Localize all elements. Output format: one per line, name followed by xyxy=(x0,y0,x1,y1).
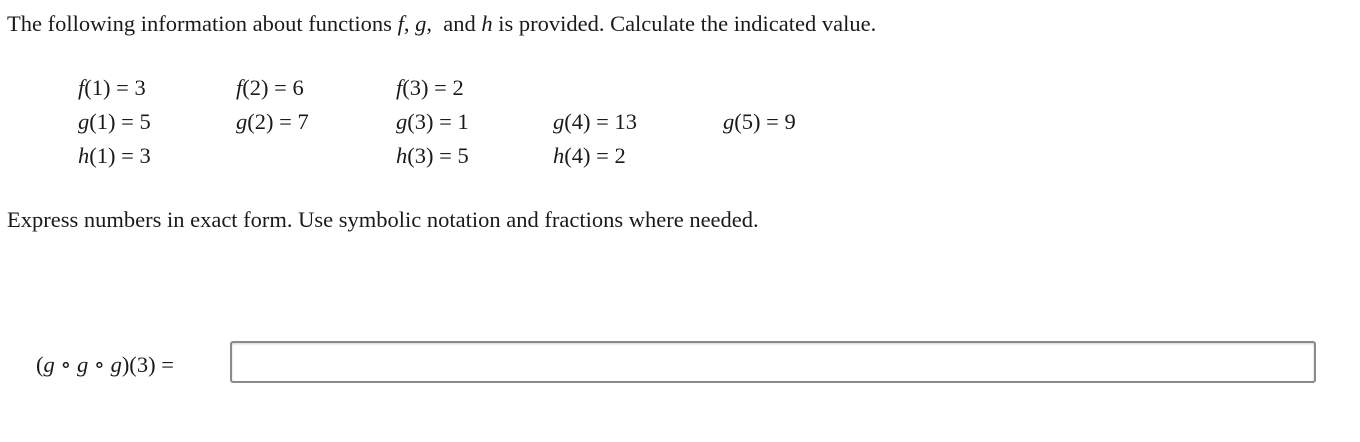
function-value-cell: g(1) = 5 xyxy=(78,109,151,134)
function-name-g: g xyxy=(415,11,427,36)
intro-and: and xyxy=(443,11,476,36)
function-value-cell: h(1) = 3 xyxy=(78,143,151,168)
answer-input[interactable] xyxy=(230,341,1316,383)
function-name-f: f xyxy=(397,11,404,36)
compose-operator: ∘ xyxy=(93,352,105,377)
function-name-h: h xyxy=(481,11,493,36)
question-expression: (g ∘ g ∘ g)(3) = xyxy=(36,352,174,377)
function-value-cell: g(3) = 1 xyxy=(396,109,469,134)
problem-statement xyxy=(7,9,876,39)
intro-separator: , xyxy=(403,11,410,36)
function-value-cell: g(5) = 9 xyxy=(723,109,796,134)
function-value-cell: f(3) = 2 xyxy=(396,75,464,100)
function-value-cell: g(2) = 7 xyxy=(236,109,309,134)
compose-operator: ∘ xyxy=(60,352,72,377)
function-value-cell: f(2) = 6 xyxy=(236,75,304,100)
function-value-cell: f(1) = 3 xyxy=(78,75,146,100)
function-value-cell: h(4) = 2 xyxy=(553,143,626,168)
intro-prefix: The following information about functions xyxy=(7,11,392,36)
intro-suffix: is provided. Calculate the indicated value. xyxy=(498,11,877,36)
intro-separator: , xyxy=(426,11,432,36)
function-value-cell: g(4) = 13 xyxy=(553,109,637,134)
instructions-note: Express numbers in exact form. Use symbolic notation and fractions where needed. xyxy=(7,207,759,232)
function-value-cell: h(3) = 5 xyxy=(396,143,469,168)
